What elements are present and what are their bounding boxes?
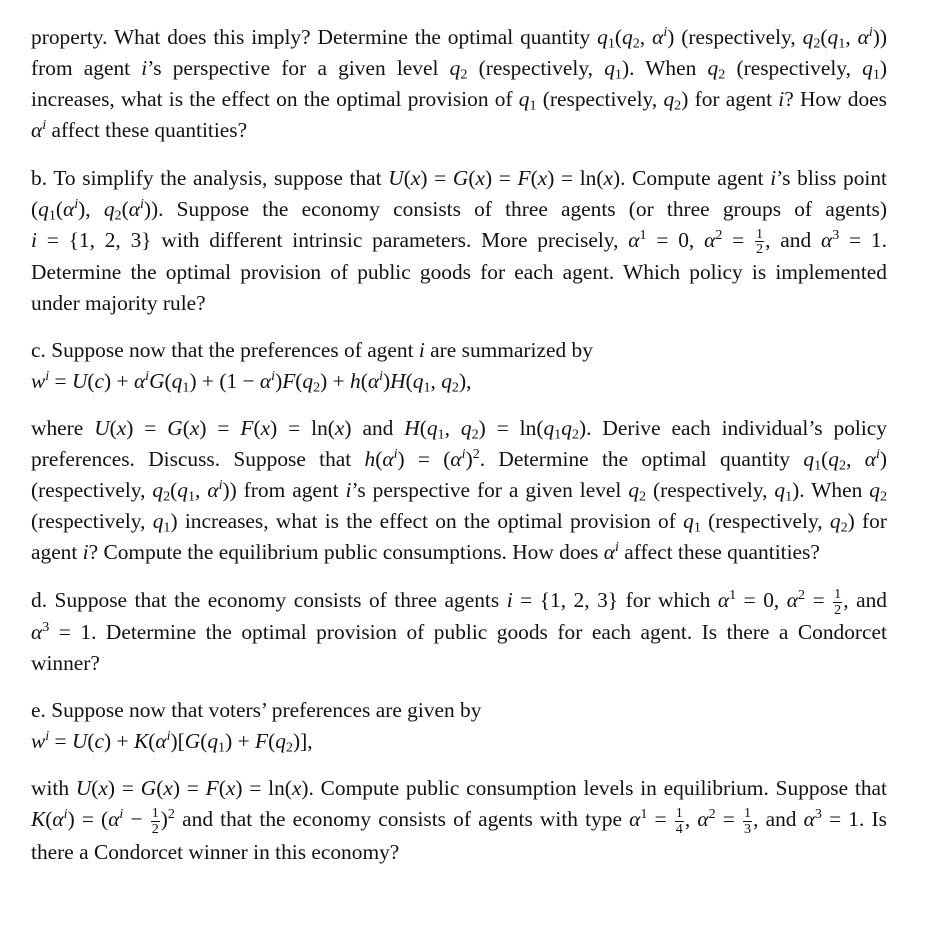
math: $\alpha^2$ = $\frac{1}{2}$: [704, 225, 764, 258]
text: (respectively,: [674, 25, 803, 49]
math: $\alpha^3 = 1$: [31, 619, 92, 645]
paragraph-part-c: [31, 335, 887, 366]
math: $\alpha^2$ = $\frac{1}{2}$: [786, 585, 842, 618]
text: property. What does this imply? Determine the optimal quantity: [31, 25, 598, 49]
text: ). When: [621, 56, 708, 80]
math: $q_2$: [449, 56, 468, 83]
text: and: [351, 416, 405, 441]
text: (respectively,: [646, 478, 775, 503]
math: $q_1$: [862, 56, 880, 83]
text: (respectively,: [700, 509, 830, 534]
math: $q_1$: [518, 87, 537, 114]
text: affect these quantities?: [618, 540, 820, 565]
text: ,: [688, 228, 705, 252]
math: $q_1$: [683, 509, 701, 536]
math: $\alpha^3 = 1$: [820, 227, 882, 252]
math: $q_2(q_1$, $\alpha^i$): [152, 477, 230, 505]
math: i: [770, 166, 777, 190]
math: $q_2(q_1$, $\alpha^i$): [802, 24, 880, 52]
text: ) for agent: [31, 509, 887, 565]
text: are summarized by: [424, 338, 593, 363]
math: i: [82, 540, 89, 565]
text: . Compute public consumption levels in equilibrium. Suppose that: [308, 776, 887, 801]
document-page: [31, 22, 887, 868]
text: . Determine the optimal quantity: [479, 447, 804, 472]
text: . Determine the optimal provision of public goods for each agent. Which policy is implemented under majority rule?: [31, 228, 887, 316]
text: ’s perspective for a given level: [147, 56, 450, 80]
text: affect these quantities?: [46, 118, 248, 142]
math: $\alpha^1 = 0$: [717, 587, 774, 613]
text: b. To simplify the analysis, suppose that: [31, 166, 389, 190]
math: $\alpha^i$: [603, 539, 619, 565]
text: . Is there a Condorcet winner in this economy?: [31, 807, 887, 864]
text: ? Compute the equilibrium public consumptions. How does: [88, 540, 604, 565]
text: ,: [684, 807, 698, 832]
math: $q_2$: [707, 56, 726, 83]
text: . Derive each individual’s policy preferences. Discuss. Suppose that: [31, 416, 887, 472]
math: $h(\alpha^i) = (\alpha^i)^2$: [364, 446, 480, 472]
text: ). When: [792, 478, 870, 503]
math: i: [778, 87, 785, 111]
text: (respectively,: [31, 478, 153, 503]
text: with: [31, 776, 76, 801]
math: $\alpha^i$: [31, 117, 47, 142]
math: $\alpha^1$ = $\frac{1}{4}$: [629, 804, 683, 837]
text: ,: [773, 588, 787, 613]
text: ) from agent: [31, 25, 887, 80]
paragraph-part-a: [31, 22, 887, 146]
math: $q_2$: [628, 478, 647, 505]
math: $q_1$: [152, 509, 171, 536]
text: where: [31, 416, 95, 441]
math: $q_1(q_2$, $\alpha^i$): [803, 446, 887, 474]
text: . Determine the optimal provision of public goods for each agent. Is there a Condorcet winner?: [31, 620, 887, 676]
text: c. Suppose now that the preferences of agent: [31, 338, 419, 363]
paragraph-part-c-continued: [31, 413, 887, 568]
text: . Compute agent: [620, 166, 771, 190]
math: $\alpha^2$ = $\frac{1}{3}$: [697, 804, 752, 837]
math: i = {1, 2, 3}: [31, 228, 152, 252]
text: ) increases, what is the effect on the optimal provision of: [170, 509, 684, 534]
text: d. Suppose that the economy consists of three agents: [31, 588, 507, 613]
math: i: [141, 56, 148, 80]
math: i = {1, 2, 3}: [506, 588, 619, 613]
text: , and: [843, 588, 887, 613]
text: ’s bliss point: [776, 166, 887, 190]
math: $q_1$: [774, 478, 793, 505]
math: i: [418, 338, 425, 363]
equation-part-c: $w^i = U(c) + \alpha^iG(q_1) + (1 - \alpha^i)F(q_2) + h(\alpha^i)H(q_1$, $q_2$),: [31, 368, 472, 396]
math: U(x) = G(x) = F(x) = ln(x): [94, 416, 352, 441]
math: $q_2$: [829, 509, 848, 536]
math: U(x) = G(x) = F(x) = ln(x): [388, 166, 621, 190]
text: and that the economy consists of agents with type: [174, 807, 630, 832]
math: $K(\alpha^i) = (\alpha^i$ − $\frac{1}{2}$ )$^2$: [31, 804, 175, 837]
math: i: [345, 478, 352, 503]
math: $\alpha^1 = 0$: [628, 227, 689, 252]
text: ) from agent: [229, 478, 346, 503]
paragraph-part-b: [31, 163, 887, 319]
paragraph-part-d: [31, 585, 887, 679]
text: (respectively,: [536, 87, 664, 111]
text: , and: [753, 807, 804, 832]
math: $H(q_1$, $q_2) = \ln(q_1q_2)$: [404, 416, 587, 443]
text: for which: [618, 588, 718, 613]
math: $q_2$: [869, 478, 887, 505]
paragraph-part-e: [31, 695, 887, 726]
text: . Suppose the economy consists of three agents (or three groups of agents): [158, 197, 887, 221]
text: (respectively,: [725, 56, 863, 80]
math: $\alpha^3 = 1$: [803, 806, 859, 832]
math: ($q_1(\alpha^i)$, $q_2(\alpha^i)$): [31, 196, 159, 224]
text: ? How does: [784, 87, 888, 111]
paragraph-part-e-continued: [31, 773, 887, 867]
text: (respectively,: [31, 509, 153, 534]
text: e. Suppose now that voters’ preferences are given by: [31, 698, 482, 723]
math: U(x) = G(x) = F(x) = ln(x): [75, 776, 309, 801]
text: , and: [765, 228, 821, 252]
equation-part-e: $w^i = U(c) + K(\alpha^i)[G(q_1) + F(q_2)]$,: [31, 728, 313, 756]
text: ’s perspective for a given level: [351, 478, 629, 503]
text: with different intrinsic parameters. More precisely,: [151, 228, 629, 252]
text: ) increases, what is the effect on the optimal provision of: [31, 56, 887, 111]
math: $q_2$: [663, 87, 682, 114]
math: $q_1(q_2$, $\alpha^i$): [597, 24, 675, 52]
math: $q_1$: [604, 56, 622, 83]
text: ) for agent: [681, 87, 779, 111]
text: (respectively,: [467, 56, 605, 80]
